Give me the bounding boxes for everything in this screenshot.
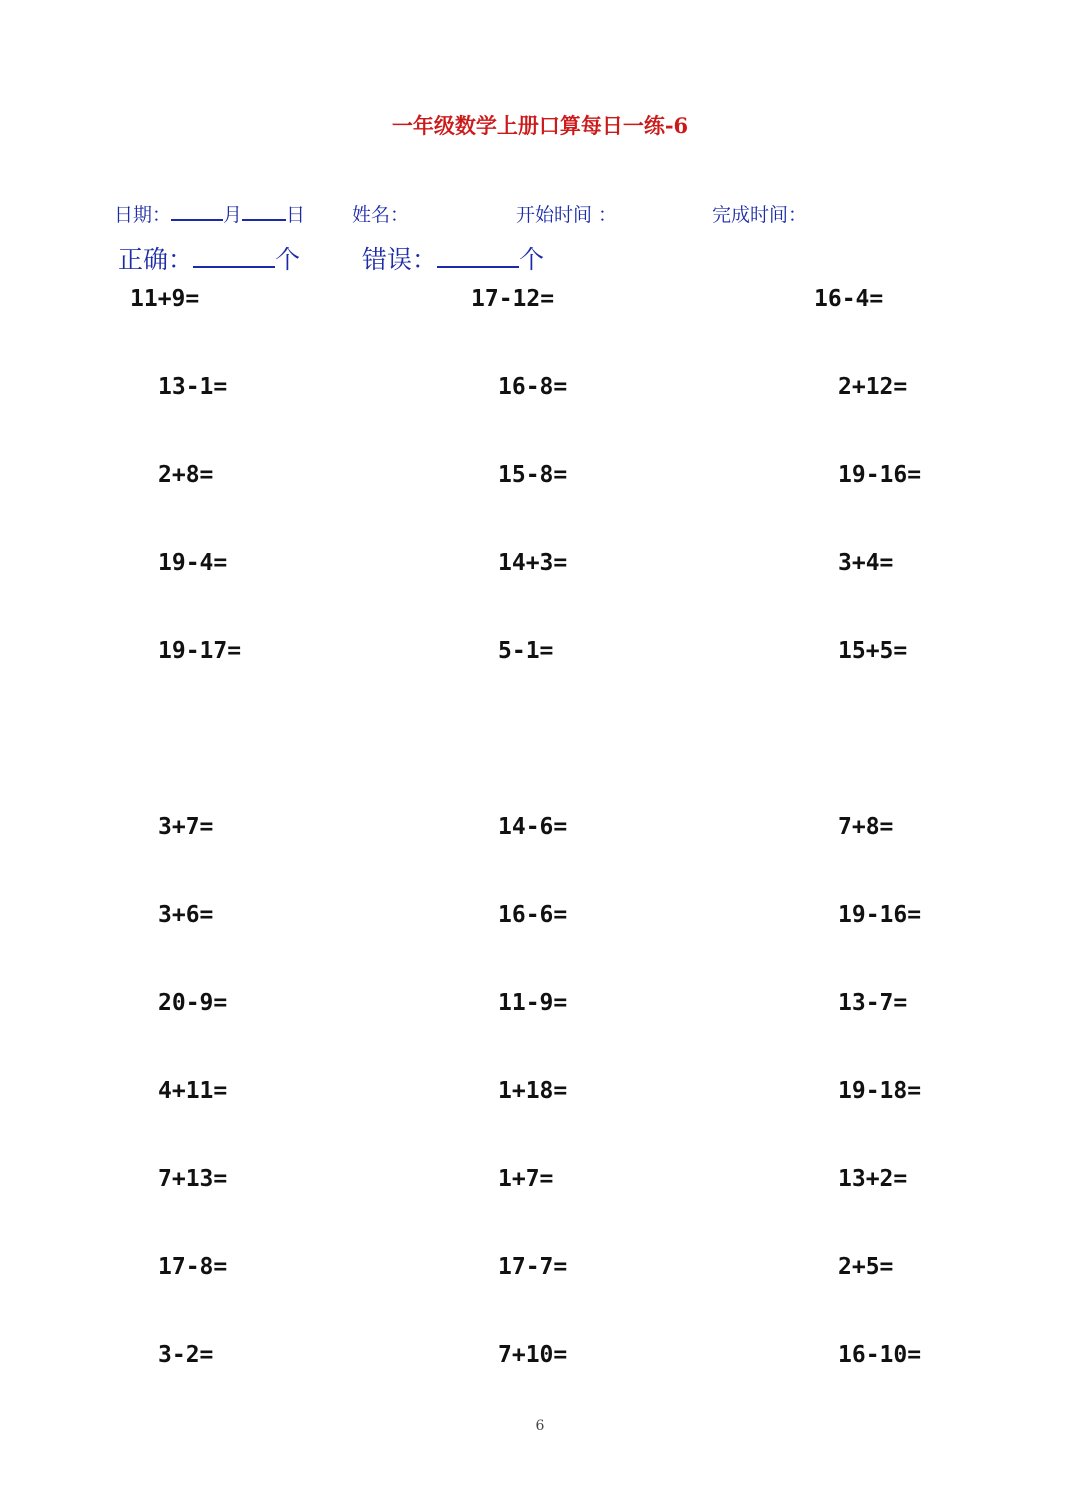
problem-item: 16-10= [838,1342,922,1368]
correct-count-field [118,240,300,276]
wrong-label: 错误： [362,245,438,274]
problem-item: 17-7= [498,1254,568,1280]
problem-item: 17-12= [471,286,555,312]
problem-item: 7+8= [838,814,894,840]
problem-item: 3+6= [158,902,214,928]
problem-item: 3+4= [838,550,894,576]
wrong-count-field [362,240,544,276]
problem-item: 16-6= [498,902,568,928]
wrong-unit: 个 [519,245,545,274]
correct-unit: 个 [275,245,301,274]
day-label: 日 [286,204,306,226]
problem-item: 13-7= [838,990,908,1016]
problem-item: 7+13= [158,1166,228,1192]
problem-item: 4+11= [158,1078,228,1104]
problem-item: 2+12= [838,374,908,400]
start-time-label: 开始时间 ： [516,204,618,226]
page-number: 6 [535,1418,545,1434]
problem-item: 7+10= [498,1342,568,1368]
finish-time-label: 完成时间： [712,204,808,226]
problem-item: 13+2= [838,1166,908,1192]
problem-item: 1+18= [498,1078,568,1104]
problem-item: 19-16= [838,902,922,928]
month-label: 月 [223,204,243,226]
problem-item: 16-4= [814,286,884,312]
wrong-blank[interactable] [437,266,519,268]
problem-item: 19-16= [838,462,922,488]
problem-item: 20-9= [158,990,228,1016]
problem-item: 3+7= [158,814,214,840]
problem-item: 1+7= [498,1166,554,1192]
problem-item: 2+8= [158,462,214,488]
problem-item: 11+9= [130,286,200,312]
month-blank[interactable] [171,219,223,221]
problem-item: 2+5= [838,1254,894,1280]
date-field [114,200,305,227]
problem-item: 19-4= [158,550,228,576]
problem-item: 3-2= [158,1342,214,1368]
problem-item: 13-1= [158,374,228,400]
problem-item: 16-8= [498,374,568,400]
problem-item: 14+3= [498,550,568,576]
problem-item: 19-17= [158,638,242,664]
page-title: 一年级数学上册口算每日一练-6 [391,113,689,138]
problem-item: 11-9= [498,990,568,1016]
problem-item: 15+5= [838,638,908,664]
correct-blank[interactable] [193,266,275,268]
problem-item: 5-1= [498,638,554,664]
name-label: 姓名： [352,204,410,226]
problem-item: 19-18= [838,1078,922,1104]
problem-item: 14-6= [498,814,568,840]
problem-item: 17-8= [158,1254,228,1280]
correct-label: 正确： [118,245,194,274]
problem-item: 15-8= [498,462,568,488]
day-blank[interactable] [242,219,286,221]
date-label: 日期： [114,204,172,226]
